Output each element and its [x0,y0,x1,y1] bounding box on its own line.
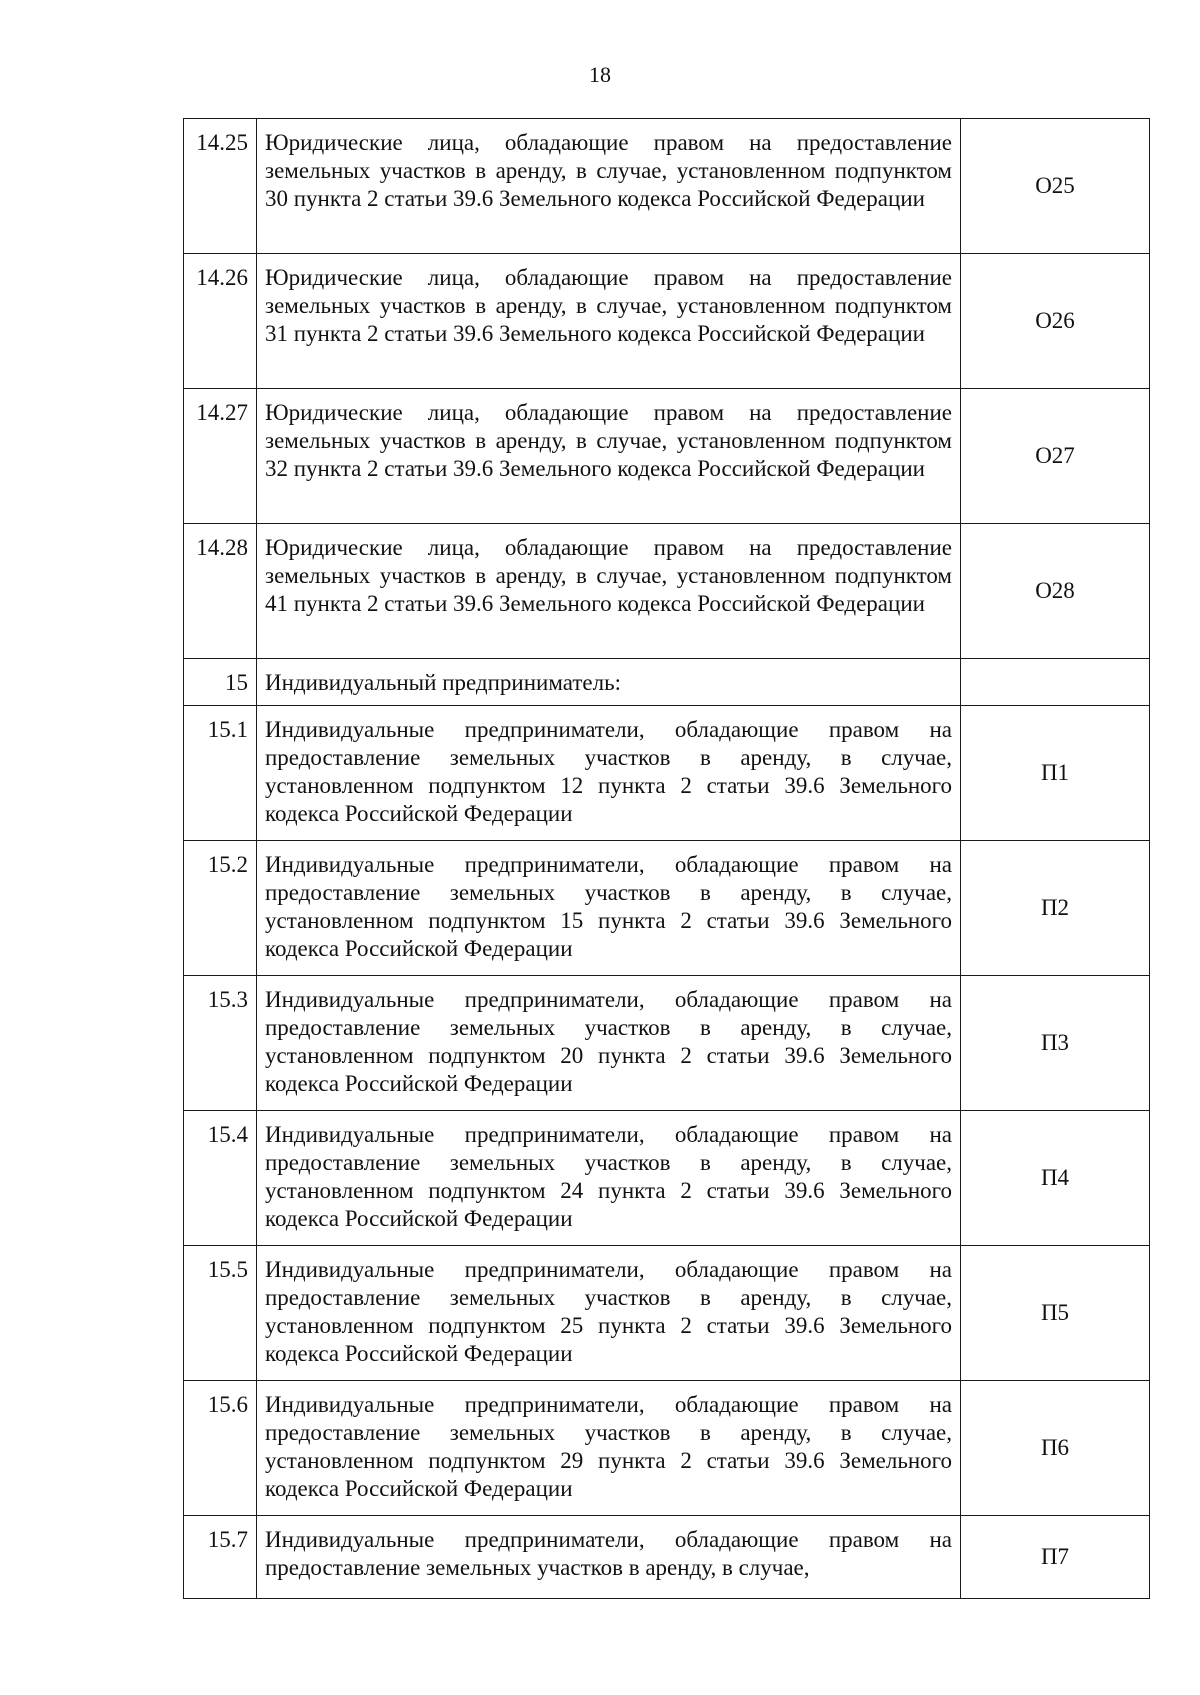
row-number: 14.25 [184,119,257,254]
page-number: 18 [589,62,611,87]
row-number: 15.1 [184,706,257,841]
table-row [184,524,1150,659]
table-row [184,976,1150,1111]
row-description: Юридические лица, обладающие правом на предоставление земельных участков в аренду, в случае, установленном подпунктом 30 пункта 2 статьи 39.6 Земельного кодекса Российской Федерации [257,119,961,254]
row-description: Индивидуальные предприниматели, обладающие правом на предоставление земельных участков в аренду, в случае, установленном подпунктом 29 пункта 2 статьи 39.6 Земельного кодекса Российской Федерации [257,1381,961,1516]
row-number: 15.2 [184,841,257,976]
table-row [184,389,1150,524]
row-description: Индивидуальный предприниматель: [257,659,961,706]
row-number: 15.6 [184,1381,257,1516]
table-row-section [184,659,1150,706]
table-row [184,841,1150,976]
row-description: Индивидуальные предприниматели, обладающие правом на предоставление земельных участков в аренду, в случае, установленном подпунктом 24 пункта 2 статьи 39.6 Земельного кодекса Российской Федерации [257,1111,961,1246]
table-row [184,119,1150,254]
row-code: П3 [961,976,1150,1111]
row-code: О28 [961,524,1150,659]
row-description: Юридические лица, обладающие правом на предоставление земельных участков в аренду, в случае, установленном подпунктом 31 пункта 2 статьи 39.6 Земельного кодекса Российской Федерации [257,254,961,389]
table-row [184,254,1150,389]
row-code: П1 [961,706,1150,841]
row-number: 15.7 [184,1516,257,1599]
row-number: 15.4 [184,1111,257,1246]
row-description: Индивидуальные предприниматели, обладающие правом на предоставление земельных участков в аренду, в случае, установленном подпунктом 20 пункта 2 статьи 39.6 Земельного кодекса Российской Федерации [257,976,961,1111]
table-row [184,1381,1150,1516]
row-description: Индивидуальные предприниматели, обладающие правом на предоставление земельных участков в аренду, в случае, установленном подпунктом 25 пункта 2 статьи 39.6 Земельного кодекса Российской Федерации [257,1246,961,1381]
row-description: Индивидуальные предприниматели, обладающие правом на предоставление земельных участков в аренду, в случае, установленном подпунктом 12 пункта 2 статьи 39.6 Земельного кодекса Российской Федерации [257,706,961,841]
row-code: О26 [961,254,1150,389]
row-number: 14.27 [184,389,257,524]
row-description: Индивидуальные предприниматели, обладающие правом на предоставление земельных участков в аренду, в случае, [257,1516,961,1599]
row-code: П5 [961,1246,1150,1381]
row-code: П6 [961,1381,1150,1516]
row-number: 14.28 [184,524,257,659]
row-number: 15 [184,659,257,706]
row-code: О25 [961,119,1150,254]
row-number: 15.5 [184,1246,257,1381]
table-row [184,1246,1150,1381]
row-code: П4 [961,1111,1150,1246]
row-code: О27 [961,389,1150,524]
category-table [183,118,1150,1599]
row-code: П2 [961,841,1150,976]
table-row [184,706,1150,841]
row-code [961,659,1150,706]
row-number: 14.26 [184,254,257,389]
row-description: Индивидуальные предприниматели, обладающие правом на предоставление земельных участков в аренду, в случае, установленном подпунктом 15 пункта 2 статьи 39.6 Земельного кодекса Российской Федерации [257,841,961,976]
row-number: 15.3 [184,976,257,1111]
table-row [184,1516,1150,1599]
table-row [184,1111,1150,1246]
row-description: Юридические лица, обладающие правом на предоставление земельных участков в аренду, в случае, установленном подпунктом 32 пункта 2 статьи 39.6 Земельного кодекса Российской Федерации [257,389,961,524]
row-description: Юридические лица, обладающие правом на предоставление земельных участков в аренду, в случае, установленном подпунктом 41 пункта 2 статьи 39.6 Земельного кодекса Российской Федерации [257,524,961,659]
row-code: П7 [961,1516,1150,1599]
